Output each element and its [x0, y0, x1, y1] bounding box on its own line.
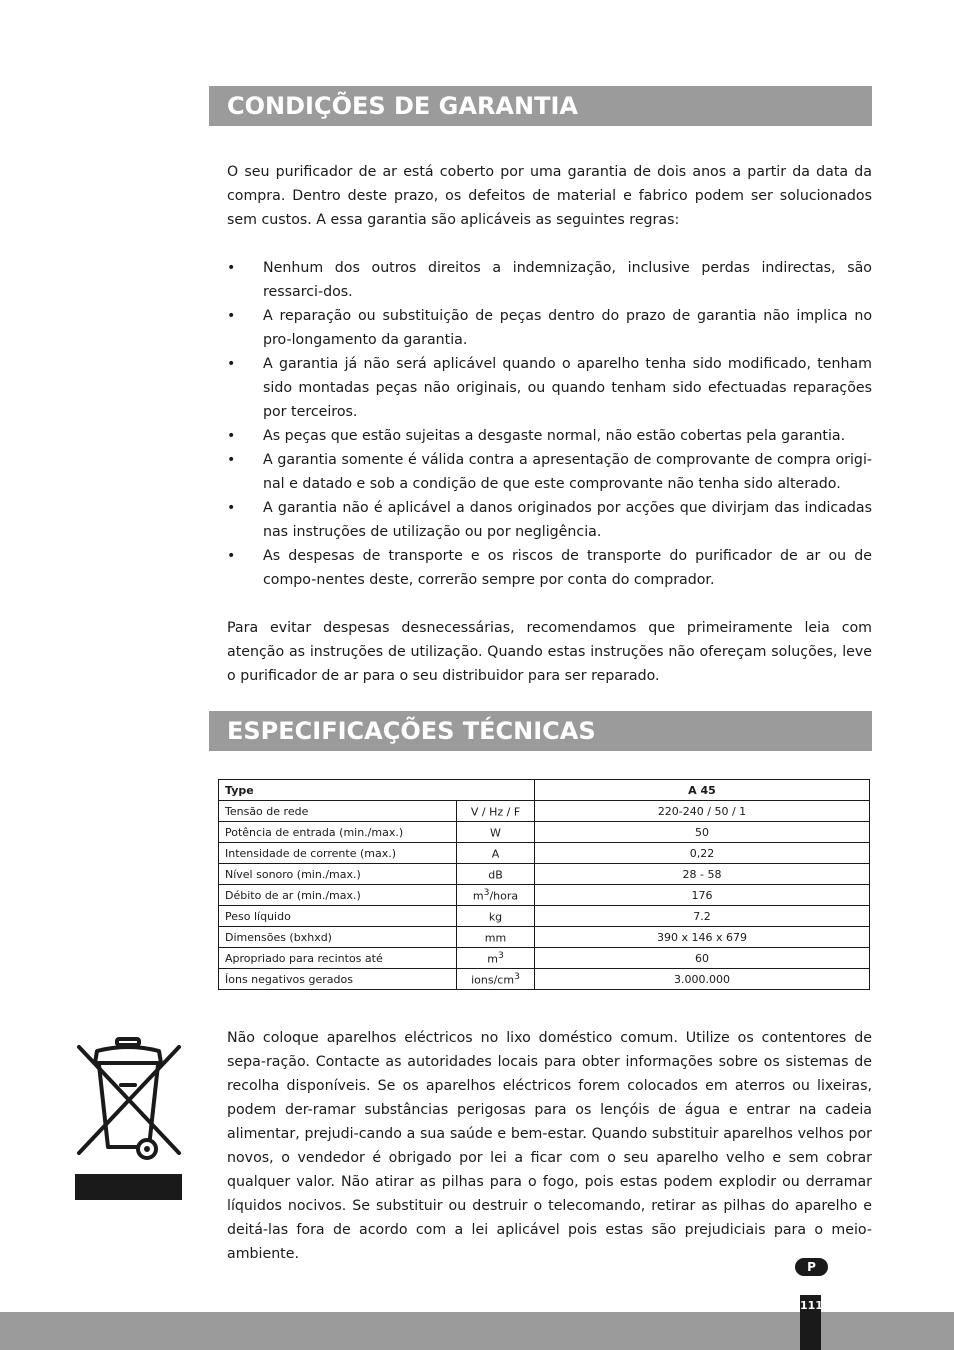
- disposal-text: [227, 1026, 872, 1266]
- table-row: [219, 906, 870, 927]
- warranty-body: [227, 160, 872, 688]
- list-item: [227, 352, 872, 424]
- list-item: [227, 424, 872, 448]
- specs-title: ESPECIFICAÇÕES TÉCNICAS: [209, 711, 872, 751]
- spec-value: 60: [535, 948, 870, 969]
- crossed-out-wheelie-bin-icon: [75, 1035, 182, 1201]
- spec-value: 220-240 / 50 / 1: [535, 801, 870, 822]
- spec-value: 176: [535, 885, 870, 906]
- table-header-row: [219, 780, 870, 801]
- list-item: [227, 544, 872, 592]
- table-row: [219, 948, 870, 969]
- spec-unit: $m^3$: [457, 948, 535, 969]
- list-item: [227, 496, 872, 544]
- table-row: [219, 969, 870, 990]
- bullet-icon: •: [227, 428, 236, 444]
- spec-unit: ions/$cm^3$: [457, 969, 535, 990]
- spec-label: Apropriado para recintos até: [219, 948, 457, 969]
- list-item: [227, 448, 872, 496]
- spec-unit: V / Hz / F: [457, 801, 535, 822]
- spec-label: Íons negativos gerados: [219, 969, 457, 990]
- spec-unit: $m^3$/hora: [457, 885, 535, 906]
- specs-table: [218, 779, 870, 990]
- bullet-icon: •: [227, 500, 236, 516]
- spec-unit: W: [457, 822, 535, 843]
- list-item-text: As despesas de transporte e os riscos de transporte do purificador de ar ou de compo-nentes deste, correrão sempre por conta do comprador.: [263, 548, 872, 588]
- spec-label: Tensão de rede: [219, 801, 457, 822]
- spec-label: Peso líquido: [219, 906, 457, 927]
- spec-value: 28 - 58: [535, 864, 870, 885]
- bullet-icon: •: [227, 308, 236, 324]
- table-row: [219, 885, 870, 906]
- list-item: [227, 304, 872, 352]
- spec-label: Dimensões (bxhxd): [219, 927, 457, 948]
- table-row: [219, 864, 870, 885]
- warranty-outro: Para evitar despesas desnecessárias, recomendamos que primeiramente leia com atenção as instruções de utilização. Quando estas instruções não ofereçam soluções, leve o purificador de ar para o seu distribuidor para ser reparado.: [227, 620, 872, 684]
- spec-unit: A: [457, 843, 535, 864]
- spec-label: Nível sonoro (min./max.): [219, 864, 457, 885]
- bullet-icon: •: [227, 452, 236, 468]
- spec-label: Potência de entrada (min./max.): [219, 822, 457, 843]
- table-row: [219, 927, 870, 948]
- table-row: [219, 843, 870, 864]
- type-header: Type: [219, 780, 535, 801]
- list-item-text: A garantia somente é válida contra a apresentação de comprovante de compra origi-nal e datado e sob a condição de que este comprovante não tenha sido alterado.: [263, 452, 872, 492]
- spec-value: 0,22: [535, 843, 870, 864]
- list-item-text: A garantia já não será aplicável quando o aparelho tenha sido modificado, tenham sido montadas peças não originais, ou quando tenham sido efectuadas reparações por terceiros.: [263, 356, 872, 420]
- disposal-paragraph: Não coloque aparelhos eléctricos no lixo doméstico comum. Utilize os contentores de sepa-ração. Contacte as autoridades locais para obter informações sobre os sistemas de recolha disponíveis. Se os aparelhos eléctricos forem colocados em aterros ou lixeiras, podem der-ramar substâncias perigosas para os lençóis de água e entrar na cadeia alimentar, prejudi-cando a sua saúde e bem-estar. Quando substituir aparelhos velhos por novos, o vendedor é obrigado por lei a ficar com o seu aparelho velho e sem cobrar qualquer valor. Não atirar as pilhas para o fogo, pois estas podem explodir ou derramar líquidos nocivos. Se substituir ou destruir o telecomando, retirar as pilhas do aparelho e deitá-las fora de acordo com a lei aplicável pois estas são prejudiciais para o meio-ambiente.: [227, 1030, 872, 1262]
- model-header: A 45: [535, 780, 870, 801]
- warranty-title: CONDIÇÕES DE GARANTIA: [209, 86, 872, 126]
- warranty-rules-list: [227, 256, 872, 592]
- spec-unit: mm: [457, 927, 535, 948]
- spec-label: Intensidade de corrente (max.): [219, 843, 457, 864]
- list-item: [227, 256, 872, 304]
- bullet-icon: •: [227, 356, 236, 372]
- list-item-text: A reparação ou substituição de peças dentro do prazo de garantia não implica no pro-longamento da garantia.: [263, 308, 872, 348]
- warranty-intro: O seu purificador de ar está coberto por uma garantia de dois anos a partir da data da compra. Dentro deste prazo, os defeitos de material e fabrico podem ser solucionados sem custos. A essa garantia são aplicáveis as seguintes regras:: [227, 164, 872, 228]
- spec-value: 390 x 146 x 679: [535, 927, 870, 948]
- table-row: [219, 801, 870, 822]
- list-item-text: As peças que estão sujeitas a desgaste normal, não estão cobertas pela garantia.: [263, 428, 846, 444]
- bullet-icon: •: [227, 548, 236, 564]
- spec-value: 7.2: [535, 906, 870, 927]
- spec-value: 3.000.000: [535, 969, 870, 990]
- spec-value: 50: [535, 822, 870, 843]
- spec-unit: dB: [457, 864, 535, 885]
- spec-unit: kg: [457, 906, 535, 927]
- language-badge: P: [795, 1258, 828, 1276]
- list-item-text: Nenhum dos outros direitos a indemnização, inclusive perdas indirectas, são ressarci-dos.: [263, 260, 872, 300]
- spec-label: Débito de ar (min./max.): [219, 885, 457, 906]
- bullet-icon: •: [227, 260, 236, 276]
- page-number: 111: [800, 1299, 823, 1312]
- table-row: [219, 822, 870, 843]
- list-item-text: A garantia não é aplicável a danos originados por acções que divirjam das indicadas nas instruções de utilização ou por negligência.: [263, 500, 872, 540]
